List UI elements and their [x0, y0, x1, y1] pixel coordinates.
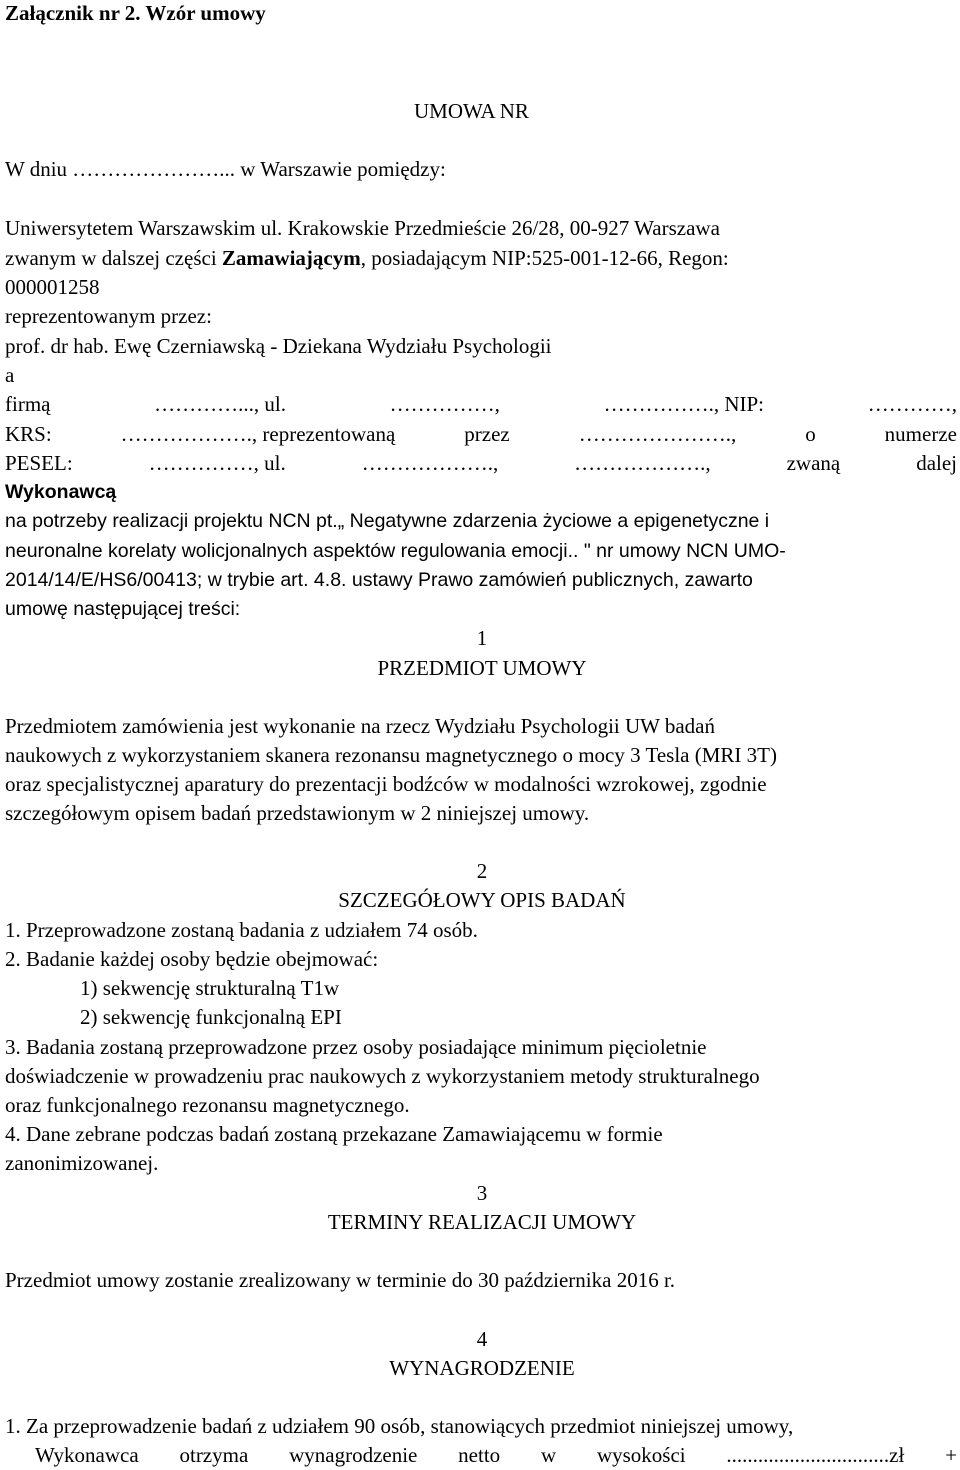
party2-word: o	[805, 422, 816, 446]
paragraph-line: Przedmiot umowy zostanie zrealizowany w terminie do 30 października 2016 r.	[5, 1268, 676, 1292]
paragraph-line: 1. Za przeprowadzenie badań z udziałem 90 osób, stanowiących przedmiot niniejszej umowy,	[5, 1414, 794, 1438]
party1-text: , posiadającym NIP:525-001-12-66, Regon:	[360, 246, 729, 270]
party1-line: 000001258	[5, 275, 100, 299]
paragraph-line	[35, 1442, 957, 1468]
paragraph-word: netto	[458, 1443, 501, 1467]
paragraph-line: oraz specjalistycznej aparatury do prezentacji bodźców w modalności wzrokowej, zgodnie	[5, 772, 767, 796]
paragraph-word: wynagrodzenie	[289, 1443, 418, 1467]
paragraph-word: wysokości	[596, 1443, 686, 1467]
party1-role-bold: Zamawiającym	[221, 246, 361, 270]
party1-line: prof. dr hab. Ewę Czerniawską - Dziekana Wydziału Psychologii	[5, 334, 552, 358]
paragraph-word: +	[945, 1443, 957, 1467]
sub-list-item: 2) sekwencję funkcjonalną EPI	[80, 1005, 342, 1029]
party1-line: reprezentowanym przez:	[5, 304, 212, 328]
paragraph-word: otrzyma	[179, 1443, 249, 1467]
party2-word: …………..., ul.	[154, 392, 286, 416]
section-number: 2	[476, 859, 488, 883]
contractor-role: Wykonawcą	[5, 481, 117, 503]
section-title: SZCZEGÓŁOWY OPIS BADAŃ	[338, 888, 626, 912]
party2-word: zwaną	[786, 451, 841, 475]
project-line: neuronalne korelaty wolicjonalnych aspektów regulowania emocji.. " nr umowy NCN UMO-	[5, 540, 786, 562]
party2-word: ……………, ul.	[148, 451, 286, 475]
party2-word: ……………,	[389, 392, 500, 416]
list-item: 3. Badania zostaną przeprowadzone przez osoby posiadające minimum pięcioletnie	[5, 1035, 707, 1059]
paragraph-line: szczegółowym opisem badań przedstawionym w 2 niniejszej umowy.	[5, 801, 590, 825]
project-line: na potrzeby realizacji projektu NCN pt.„ Negatywne zdarzenia życiowe a epigenetyczne i	[5, 510, 770, 532]
intro-line: W dniu …………………... w Warszawie pomiędzy:	[5, 157, 446, 181]
list-item: 4. Dane zebrane podczas badań zostaną przekazane Zamawiającemu w formie	[5, 1122, 663, 1146]
section-number: 4	[476, 1327, 488, 1351]
party2-word: …………,	[867, 392, 957, 416]
list-item: doświadczenie w prowadzeniu prac naukowych z wykorzystaniem metody strukturalnego	[5, 1064, 760, 1088]
section-number: 1	[476, 626, 488, 650]
paragraph-word: ...............................zł	[726, 1443, 905, 1467]
paragraph-word: w	[540, 1443, 557, 1467]
party2-word: ………………., reprezentowaną	[120, 422, 396, 446]
section-title: PRZEDMIOT UMOWY	[377, 656, 587, 680]
list-item: 2. Badanie każdej osoby będzie obejmować:	[5, 947, 379, 971]
party2-word: ……………., NIP:	[603, 392, 765, 416]
party1-line	[5, 245, 729, 271]
paragraph-line: Przedmiotem zamówienia jest wykonanie na rzecz Wydziału Psychologii UW badań	[5, 714, 715, 738]
party2-word: ……………….,	[361, 451, 499, 475]
section-title: TERMINY REALIZACJI UMOWY	[327, 1210, 637, 1234]
section-number: 3	[476, 1181, 488, 1205]
paragraph-word: Wykonawca	[35, 1443, 139, 1467]
section-title: WYNAGRODZENIE	[389, 1356, 575, 1380]
party2-word: ……………….,	[574, 451, 711, 475]
party2-word: PESEL:	[5, 451, 73, 475]
project-line: 2014/14/E/HS6/00413; w trybie art. 4.8. ustawy Prawo zamówień publicznych, zawarto	[5, 569, 753, 591]
party2-row	[5, 421, 957, 447]
party2-word: ………………….,	[578, 422, 737, 446]
party2-word: firmą	[5, 392, 51, 416]
party1-line: Uniwersytetem Warszawskim ul. Krakowskie Przedmieście 26/28, 00-927 Warszawa	[5, 216, 720, 240]
list-item: oraz funkcjonalnego rezonansu magnetycznego.	[5, 1093, 410, 1117]
list-item: 1. Przeprowadzone zostaną badania z udziałem 74 osób.	[5, 918, 478, 942]
project-line: umowę następującej treści:	[5, 598, 241, 620]
contract-title: UMOWA NR	[414, 99, 529, 123]
party2-row	[5, 450, 957, 476]
paragraph-line: naukowych z wykorzystaniem skanera rezonansu magnetycznego o mocy 3 Tesla (MRI 3T)	[5, 743, 777, 767]
party1-text: zwanym w dalszej części	[5, 246, 222, 270]
party2-word: KRS:	[5, 422, 52, 446]
party2-word: numerze	[884, 422, 957, 446]
party2-word: przez	[464, 422, 510, 446]
party1-line: a	[5, 363, 15, 387]
party2-word: dalej	[916, 451, 957, 475]
sub-list-item: 1) sekwencję strukturalną T1w	[80, 976, 340, 1000]
attachment-title: Załącznik nr 2. Wzór umowy	[5, 1, 266, 25]
list-item: zanonimizowanej.	[5, 1151, 159, 1175]
party2-row	[5, 391, 957, 417]
